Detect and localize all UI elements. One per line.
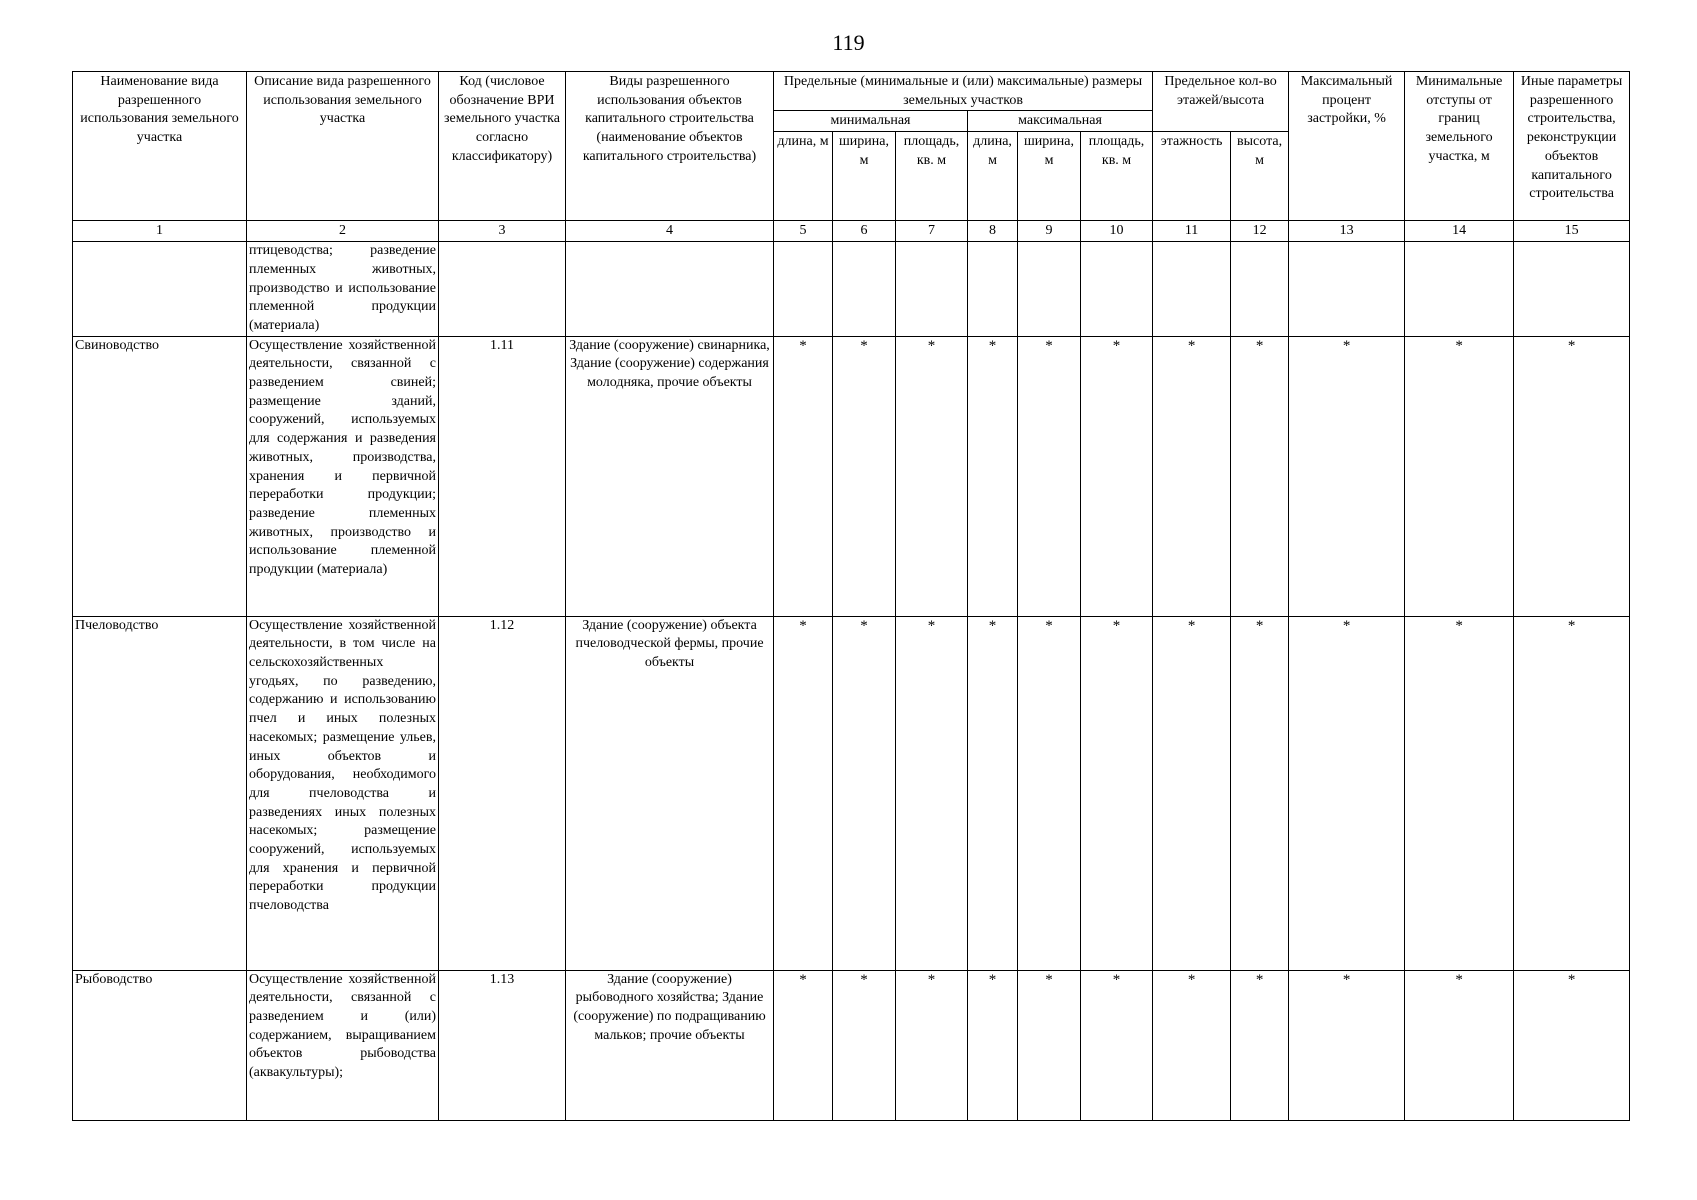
value-cell: * bbox=[968, 336, 1018, 616]
value-cell: * bbox=[1405, 336, 1514, 616]
land-use-name: Свиноводство bbox=[73, 336, 247, 616]
value-cell bbox=[1081, 242, 1153, 337]
value-cell bbox=[1153, 242, 1231, 337]
land-use-code: 1.13 bbox=[439, 970, 566, 1120]
value-cell bbox=[1514, 242, 1630, 337]
header-minimum: минимальная bbox=[774, 111, 968, 132]
value-cell: * bbox=[1153, 616, 1231, 970]
header-height: высота, м bbox=[1231, 132, 1289, 221]
capital-objects bbox=[566, 242, 774, 337]
capital-objects: Здание (сооружение) свинарника, Здание (сооружение) содержания молодняка, прочие объекты bbox=[566, 336, 774, 616]
value-cell bbox=[1018, 242, 1081, 337]
land-use-name: Рыбоводство bbox=[73, 970, 247, 1120]
column-number: 7 bbox=[896, 221, 968, 242]
value-cell: * bbox=[1514, 616, 1630, 970]
header-other-parameters: Иные параметры разрешенного строительства, реконструкции объектов капитального строительства bbox=[1514, 72, 1630, 221]
header-maximum: максимальная bbox=[968, 111, 1153, 132]
header-plot-size-limits: Предельные (минимальные и (или) максимальные) размеры земельных участков bbox=[774, 72, 1153, 111]
value-cell bbox=[833, 242, 896, 337]
value-cell: * bbox=[1289, 970, 1405, 1120]
value-cell: * bbox=[833, 970, 896, 1120]
header-floors-height-limits: Предельное кол-во этажей/высота bbox=[1153, 72, 1289, 132]
page-number: 119 bbox=[832, 30, 865, 55]
value-cell: * bbox=[1081, 970, 1153, 1120]
value-cell: * bbox=[774, 336, 833, 616]
value-cell: * bbox=[833, 616, 896, 970]
table-row bbox=[73, 616, 1630, 970]
land-use-description: Осуществление хозяйственной деятельности, связанной с разведением свиней; размещение зданий, сооружений, используемых для содержания и разведения животных, производства, хранения и первичной переработки продукции; разведение племенных животных, производство и использование племенной продукции (материала) bbox=[247, 336, 439, 616]
value-cell bbox=[1231, 242, 1289, 337]
column-number: 4 bbox=[566, 221, 774, 242]
header-capital-construction-types: Виды разрешенного использования объектов капитального строительства (наименование объектов капитального строительства) bbox=[566, 72, 774, 221]
header-floors: этажность bbox=[1153, 132, 1231, 221]
value-cell: * bbox=[1018, 336, 1081, 616]
header-max-area: площадь, кв. м bbox=[1081, 132, 1153, 221]
header-min-length: длина, м bbox=[774, 132, 833, 221]
header-code: Код (числовое обозначение ВРИ земельного участка согласно классификатору) bbox=[439, 72, 566, 221]
value-cell: * bbox=[1153, 970, 1231, 1120]
header-land-use-name: Наименование вида разрешенного использования земельного участка bbox=[73, 72, 247, 221]
table-row bbox=[73, 970, 1630, 1120]
column-number: 5 bbox=[774, 221, 833, 242]
value-cell: * bbox=[1018, 616, 1081, 970]
column-number: 15 bbox=[1514, 221, 1630, 242]
value-cell: * bbox=[896, 616, 968, 970]
column-number: 12 bbox=[1231, 221, 1289, 242]
header-max-width: ширина, м bbox=[1018, 132, 1081, 221]
value-cell: * bbox=[1514, 336, 1630, 616]
land-use-code bbox=[439, 242, 566, 337]
value-cell: * bbox=[896, 336, 968, 616]
capital-objects: Здание (сооружение) объекта пчеловодческой фермы, прочие объекты bbox=[566, 616, 774, 970]
value-cell: * bbox=[1514, 970, 1630, 1120]
value-cell bbox=[774, 242, 833, 337]
column-number: 6 bbox=[833, 221, 896, 242]
column-number: 9 bbox=[1018, 221, 1081, 242]
value-cell: * bbox=[1231, 616, 1289, 970]
header-max-building-percent: Максимальный процент застройки, % bbox=[1289, 72, 1405, 221]
column-number: 8 bbox=[968, 221, 1018, 242]
column-number: 2 bbox=[247, 221, 439, 242]
land-use-code: 1.12 bbox=[439, 616, 566, 970]
land-use-description: Осуществление хозяйственной деятельности, в том числе на сельскохозяйственных угодьях, по разведению, содержанию и использованию пчел и иных полезных насекомых; размещение ульев, иных объектов и оборудования, необходимого для пчеловодства и разведениях иных полезных насекомых; размещение сооружений, используемых для хранения и первичной переработки продукции пчеловодства bbox=[247, 616, 439, 970]
header-min-width: ширина, м bbox=[833, 132, 896, 221]
value-cell: * bbox=[1405, 970, 1514, 1120]
value-cell: * bbox=[1081, 336, 1153, 616]
column-number: 13 bbox=[1289, 221, 1405, 242]
column-number: 10 bbox=[1081, 221, 1153, 242]
value-cell: * bbox=[896, 970, 968, 1120]
value-cell bbox=[1289, 242, 1405, 337]
land-use-description: Осуществление хозяйственной деятельности, связанной с разведением и (или) содержанием, выращиванием объектов рыбоводства (аквакультуры); bbox=[247, 970, 439, 1120]
value-cell bbox=[968, 242, 1018, 337]
value-cell: * bbox=[833, 336, 896, 616]
header-min-area: площадь, кв. м bbox=[896, 132, 968, 221]
value-cell: * bbox=[1153, 336, 1231, 616]
land-use-code: 1.11 bbox=[439, 336, 566, 616]
header-land-use-description: Описание вида разрешенного использования земельного участка bbox=[247, 72, 439, 221]
value-cell: * bbox=[968, 970, 1018, 1120]
value-cell: * bbox=[1231, 970, 1289, 1120]
land-use-regulations-table bbox=[72, 71, 1630, 1121]
value-cell: * bbox=[774, 970, 833, 1120]
value-cell: * bbox=[774, 616, 833, 970]
value-cell: * bbox=[1018, 970, 1081, 1120]
value-cell: * bbox=[1405, 616, 1514, 970]
land-use-name bbox=[73, 242, 247, 337]
land-use-description: птицеводства; разведение племенных животных, производство и использование племенной продукции (материала) bbox=[247, 242, 439, 337]
table-row bbox=[73, 242, 1630, 337]
column-number: 1 bbox=[73, 221, 247, 242]
header-min-setbacks: Минимальные отступы от границ земельного участка, м bbox=[1405, 72, 1514, 221]
column-number: 11 bbox=[1153, 221, 1231, 242]
column-number: 14 bbox=[1405, 221, 1514, 242]
value-cell bbox=[896, 242, 968, 337]
value-cell: * bbox=[1081, 616, 1153, 970]
header-max-length: длина, м bbox=[968, 132, 1018, 221]
column-number: 3 bbox=[439, 221, 566, 242]
table-row bbox=[73, 336, 1630, 616]
value-cell: * bbox=[1289, 616, 1405, 970]
land-use-name: Пчеловодство bbox=[73, 616, 247, 970]
value-cell: * bbox=[1231, 336, 1289, 616]
value-cell bbox=[1405, 242, 1514, 337]
value-cell: * bbox=[968, 616, 1018, 970]
value-cell: * bbox=[1289, 336, 1405, 616]
capital-objects: Здание (сооружение) рыбоводного хозяйства; Здание (сооружение) по подращиванию мальков; прочие объекты bbox=[566, 970, 774, 1120]
